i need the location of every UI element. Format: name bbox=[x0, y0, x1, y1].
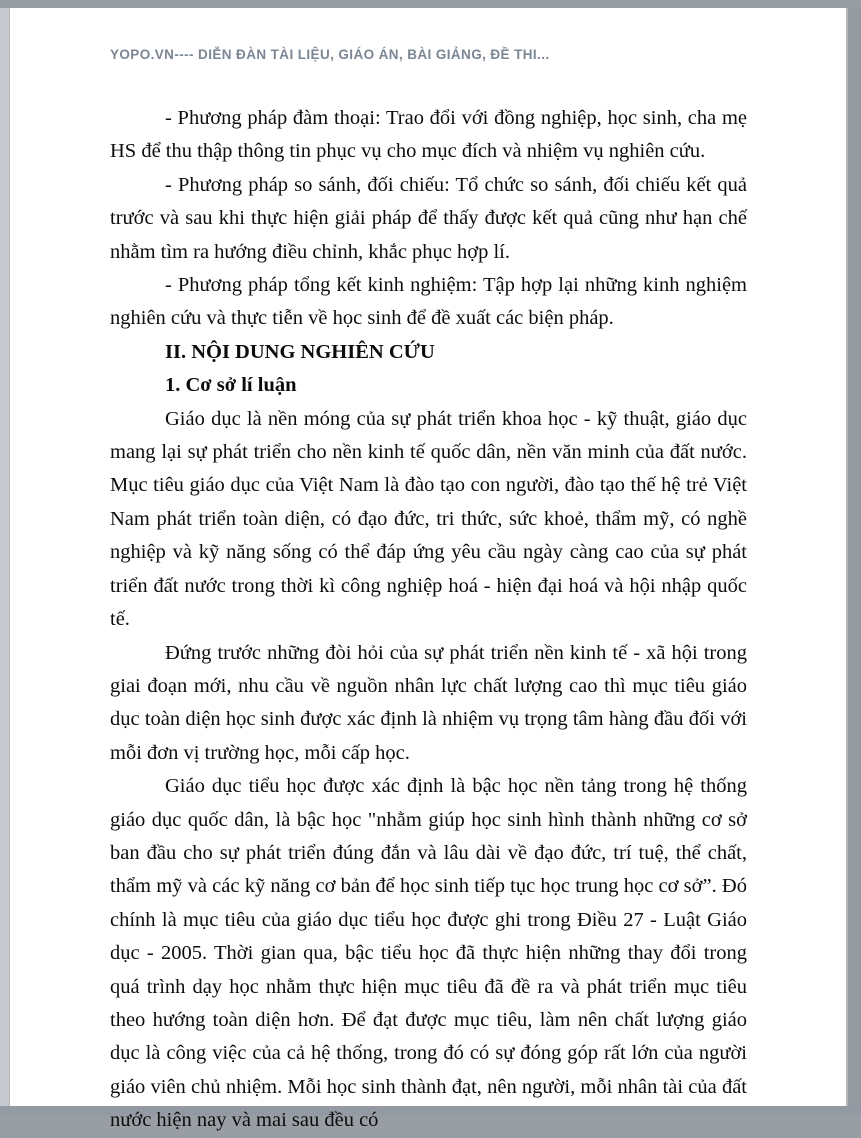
body-paragraph-primary-education: Giáo dục tiểu học được xác định là bậc học nền tảng trong hệ thống giáo dục quốc dân, là bậc học "nhằm giúp học sinh hình thành những cơ sở ban đầu cho sự phát triển đúng đắn và lâu dài về đạo đức, trí tuệ, thể chất, thẩm mỹ và các kỹ năng cơ bản để học sinh tiếp tục học trung học cơ sở”. Đó chính là mục tiêu của giáo dục tiểu học được ghi trong Điều 27 - Luật Giáo dục - 2005. Thời gian qua, bậc tiểu học đã thực hiện những thay đổi trong quá trình dạy học nhằm thực hiện mục tiêu đã đề ra và phát triển mục tiêu theo hướng toàn diện hơn. Để đạt được mục tiêu, làm nên chất lượng giáo dục là công việc của cả hệ thống, trong đó có sự đóng góp rất lớn của người giáo viên chủ nhiệm. Mỗi học sinh thành đạt, nên người, mỗi nhân tài của đất nước hiện nay và mai sau đều có bbox=[110, 775, 747, 1132]
forum-watermark-header: YOPO.VN---- DIỄN ĐÀN TÀI LIỆU, GIÁO ÁN, BÀI GIẢNG, ĐỀ THI... bbox=[110, 47, 550, 62]
section-heading-main: II. NỘI DUNG NGHIÊN CỨU bbox=[165, 340, 435, 363]
body-paragraph-development-demands: Đứng trước những đòi hỏi của sự phát triển nền kinh tế - xã hội trong giai đoạn mới, nhu cầu về nguồn nhân lực chất lượng cao thì mục tiêu giáo dục toàn diện học sinh được xác định là nhiệm vụ trọng tâm hàng đầu đối với mỗi đơn vị trường học, mỗi cấp học. bbox=[110, 641, 747, 764]
body-paragraph-education-foundation: Giáo dục là nền móng của sự phát triển khoa học - kỹ thuật, giáo dục mang lại sự phát triển cho nền kinh tế quốc dân, nền văn minh của đất nước. Mục tiêu giáo dục của Việt Nam là đào tạo con người, đào tạo thế hệ trẻ Việt Nam phát triển toàn diện, có đạo đức, tri thức, sức khoẻ, thẩm mỹ, có nghề nghiệp và kỹ năng sống có thể đáp ứng yêu cầu ngày càng cao của sự phát triển đất nước trong thời kì công nghiệp hoá - hiện đại hoá và hội nhập quốc tế. bbox=[110, 407, 747, 631]
method-paragraph-compare: - Phương pháp so sánh, đối chiếu: Tổ chức so sánh, đối chiếu kết quả trước và sau khi thực hiện giải pháp để thấy được kết quả cũng như hạn chế nhằm tìm ra hướng điều chỉnh, khắc phục hợp lí. bbox=[110, 173, 747, 263]
method-paragraph-summary: - Phương pháp tổng kết kinh nghiệm: Tập hợp lại những kinh nghiệm nghiên cứu và thực tiễn về học sinh để đề xuất các biện pháp. bbox=[110, 274, 747, 330]
document-page bbox=[10, 8, 846, 1132]
right-scroll-strip bbox=[846, 8, 861, 1106]
section-heading-sub: 1. Cơ sở lí luận bbox=[165, 374, 297, 397]
document-body bbox=[110, 102, 747, 1138]
window-edge-left bbox=[0, 8, 10, 1106]
method-paragraph-interview: - Phương pháp đàm thoại: Trao đổi với đồng nghiệp, học sinh, cha mẹ HS để thu thập thông tin phục vụ cho mục đích và nhiệm vụ nghiên cứu. bbox=[110, 107, 747, 163]
window-edge-top bbox=[0, 0, 861, 8]
